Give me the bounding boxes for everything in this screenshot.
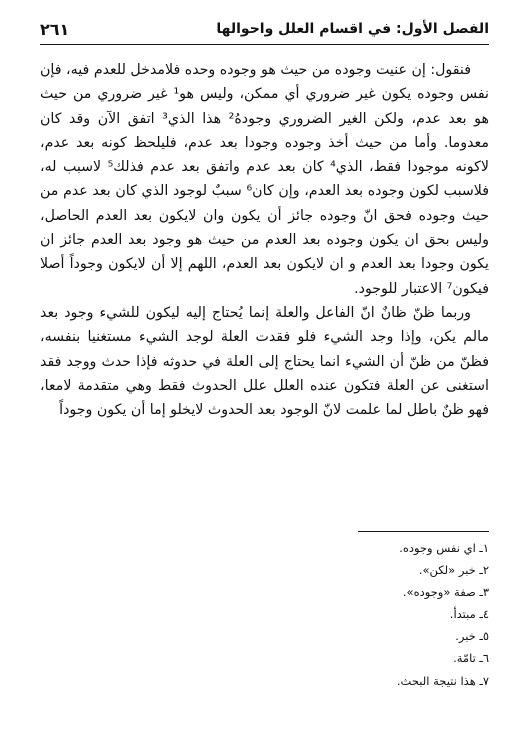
main-text xyxy=(40,58,489,422)
page-number: ٢٦١ xyxy=(40,19,70,39)
footnote: ٥ـ خبر. xyxy=(455,629,489,644)
footnote: ٣ـ صفة «وجوده». xyxy=(402,585,489,600)
footnote: ٤ـ مبتدأ. xyxy=(449,607,489,622)
paragraph: فنقول: إن عنيت وجوده من حيث هو وجوده وحده فلامدخل للعدم فيه، فإن نفس وجوده يكون غير ضروري أي ممكن، وليس هو¹ غير ضروري من حيث هو بعد عدم، ولكن الغير الضروري وجودهُ² هذا الذي³ اتفق الآن وقد كان معدوما. وأما من حيث أخذ وجوده وجودا بعد عدم، فليلحظ كونه بعد عدم، لاكونه موجودا فقط، الذي⁴ كان بعد عدم واتفق بعد عدم فذلك⁵ لاسبب له، فلاسبب لكون وجوده بعد العدم، وإن كان⁶ سببٌ لوجود الذي كان بعد عدم من حيث وجوده فحق انّ وجوده جائز أن يكون وان لايكون بعد العدم الحاصل، وليس بحق ان يكون وجوده بعد العدم من حيث هو وجود بعد العدم جائز ان يكون وجودا بعد العدم و ان لايكون بعد العدم، اللهم إلا أن لايكون وجوداً أصلا فيكون⁷ الاعتبار للوجود. xyxy=(40,62,490,297)
footnote: ٦ـ تامّة. xyxy=(453,651,489,666)
chapter-title: الفصل الأول: في اقسام العلل واحوالها xyxy=(216,21,489,37)
footnote-rule xyxy=(358,531,489,532)
running-header xyxy=(40,14,489,44)
footnotes xyxy=(200,537,489,692)
footnote: ٢ـ خبر «لكن». xyxy=(418,563,489,578)
paragraph: وربما ظنّ ظانٌ انّ الفاعل والعلة إنما يُحتاج إليه ليكون للشيء وجود بعد مالم يكن، وإذا وجد الشيء فلو فقدت العلة لوجد الشيء مستغنيا بنفسه، فظنّ من ظنّ أن الشيء انما يحتاج إلى العلة في حدوثه فإذا حدث ووجد فقد استغنى عن العلة فتكون عنده العلل علل الحدوث فقط وهي متقدمة لامعا، فهو ظنٌ باطل لما علمت لانّ الوجود بعد الحدوث لايخلو إما أن يكون وجوداً xyxy=(40,304,489,419)
footnote: ٧ـ هذا نتيجة البحث. xyxy=(396,673,489,688)
header-rule xyxy=(40,44,489,45)
footnote: ١ـ اي نفس وجوده. xyxy=(399,541,489,555)
